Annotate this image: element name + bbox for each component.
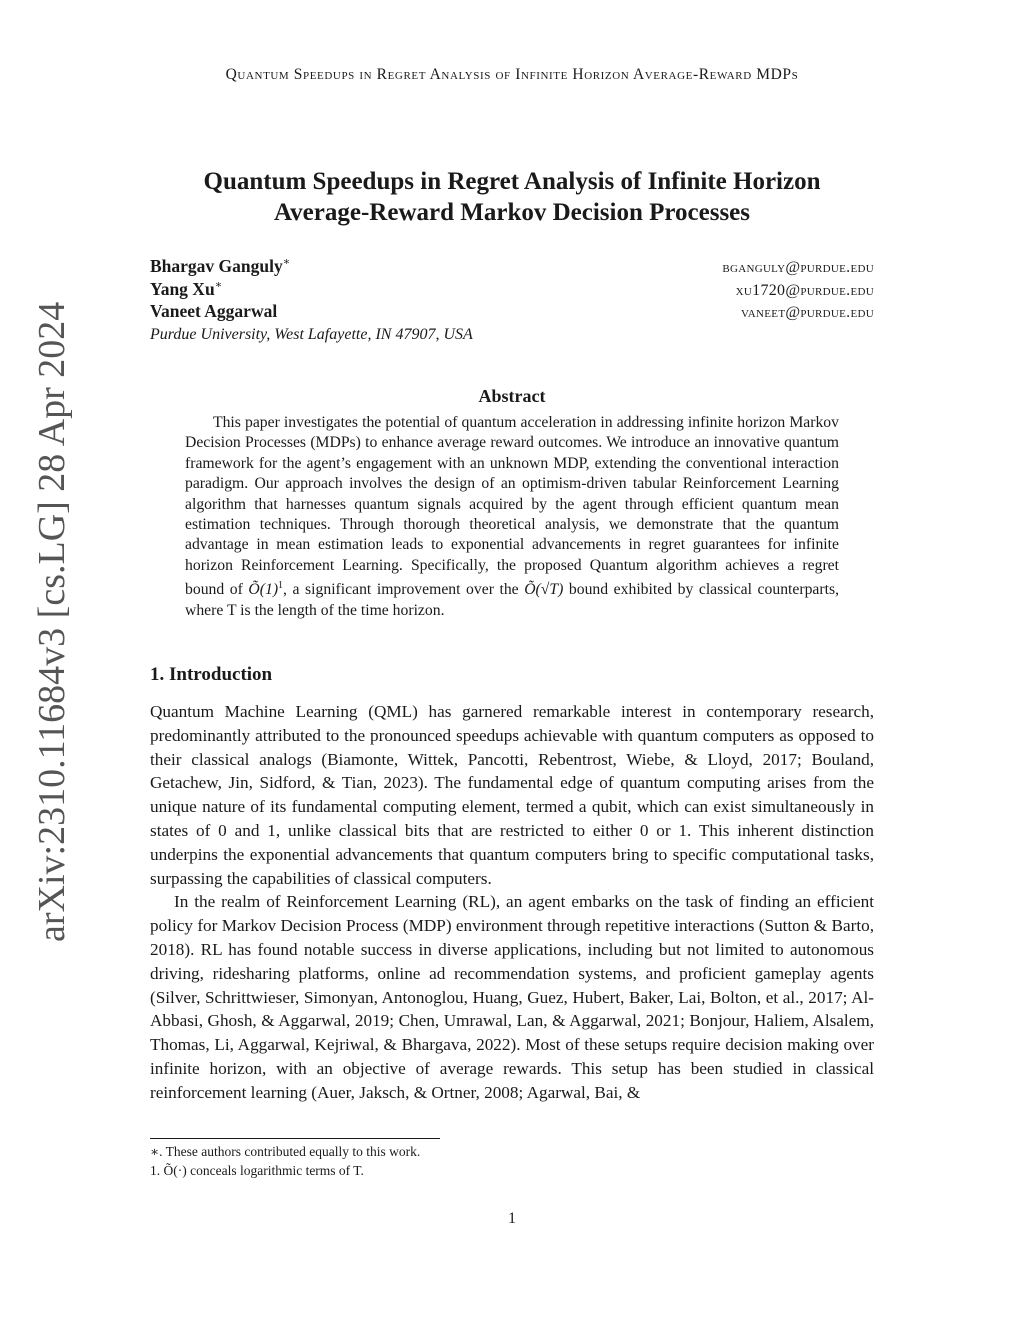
abstract-heading: Abstract xyxy=(478,386,546,406)
regret-bound-classical: Õ(√T) xyxy=(524,581,564,599)
author-row xyxy=(150,278,874,301)
affiliation: Purdue University, West Lafayette, IN 47907, USA xyxy=(150,326,473,343)
introduction-body xyxy=(150,700,874,1105)
section-heading-introduction: 1. Introduction xyxy=(150,664,273,685)
page-number: 1 xyxy=(508,1210,516,1227)
abstract-body xyxy=(185,413,839,621)
footnote-ref: 1 xyxy=(278,580,284,592)
equal-contribution-mark: ∗ xyxy=(214,279,223,291)
author-block xyxy=(150,255,874,344)
author-name: Vaneet Aggarwal xyxy=(150,301,278,321)
body-paragraph: In the realm of Reinforcement Learning (RL), an agent embarks on the task of finding an efficient policy for Markov Decision Process (MDP) environment through repetitive interactions (Sutton & Barto, 2018). RL has found notable success in diverse applications, including but not limited to autonomous driving, ridesharing platforms, online ad recommendation systems, and proficient gameplay agents (Silver, Schrittwieser, Simonyan, Antonoglou, Huang, Guez, Hubert, Baker, Lai, Bolton, et al., 2017; Al-Abbasi, Ghosh, & Aggarwal, 2019; Chen, Umrawal, Lan, & Aggarwal, 2021; Bonjour, Haliem, Alsalem, Thomas, Li, Aggarwal, Kejriwal, & Bhargava, 2022). Most of these setups require decision making over infinite horizon, with an objective of average rewards. This setup has been studied in classical reinforcement learning (Auer, Jaksch, & Ortner, 2008; Agarwal, Bai, & xyxy=(150,892,874,1102)
author-email: bganguly@purdue.edu xyxy=(722,258,874,276)
footnote-rule xyxy=(150,1138,440,1139)
arxiv-identifier-stamp: arXiv:2310.11684v3 [cs.LG] 28 Apr 2024 xyxy=(31,301,73,942)
paper-title xyxy=(100,166,924,228)
title-line-1: Quantum Speedups in Regret Analysis of Infinite Horizon xyxy=(203,168,821,195)
author-email: xu1720@purdue.edu xyxy=(735,281,874,299)
author-row xyxy=(150,301,874,324)
regret-bound-quantum: Õ(1) xyxy=(248,581,279,599)
author-email: vaneet@purdue.edu xyxy=(740,304,874,321)
footnotes xyxy=(150,1142,874,1180)
footnote-big-o: 1. Õ(·) conceals logarithmic terms of T. xyxy=(150,1163,364,1178)
author-name: Yang Xu∗ xyxy=(150,278,223,299)
footnote-equal-contribution: ∗. These authors contributed equally to this work. xyxy=(150,1144,421,1159)
abstract-paragraph: This paper investigates the potential of quantum acceleration in addressing infinite horizon Markov Decision Processes (MDPs) to enhance average reward outcomes. We introduce an innovative quantum framework for the agent’s engagement with an unknown MDP, extending the conventional interaction paradigm. Our approach involves the design of an optimism-driven tabular Reinforcement Learning algorithm that harnesses quantum signals acquired by the agent through efficient quantum mean estimation techniques. Through thorough theoretical analysis, we demonstrate that the quantum advantage in mean estimation leads to exponential advancements in regret guarantees for infinite horizon Reinforcement Learning. Specifically, the proposed Quantum algorithm achieves a regret bound of $Õ(1)^1$, a significant improvement over the Õ(√T) bound exhibited by classical counterparts, where T is the length of the time horizon. xyxy=(185,414,840,619)
author-row xyxy=(150,255,874,278)
title-line-2: Average-Reward Markov Decision Processes xyxy=(273,199,751,226)
equal-contribution-mark: ∗ xyxy=(282,256,291,268)
author-name: Bhargav Ganguly∗ xyxy=(150,255,291,276)
running-head: Quantum Speedups in Regret Analysis of Infinite Horizon Average-Reward MDPs xyxy=(225,66,799,83)
body-paragraph: Quantum Machine Learning (QML) has garnered remarkable interest in contemporary research, predominantly attributed to the pronounced speedups achievable with quantum computers as opposed to their classical analogs (Biamonte, Wittek, Pancotti, Rebentrost, Wiebe, & Lloyd, 2017; Bouland, Getachew, Jin, Sidford, & Tian, 2023). The fundamental edge of quantum computing arises from the unique nature of its fundamental computing element, termed a qubit, which can exist simultaneously in states of 0 and 1, unlike classical bits that are restricted to either 0 or 1. This inherent distinction underpins the exponential advancements that quantum computers bring to specific computational tasks, surpassing the capabilities of classical computers. xyxy=(150,702,874,888)
